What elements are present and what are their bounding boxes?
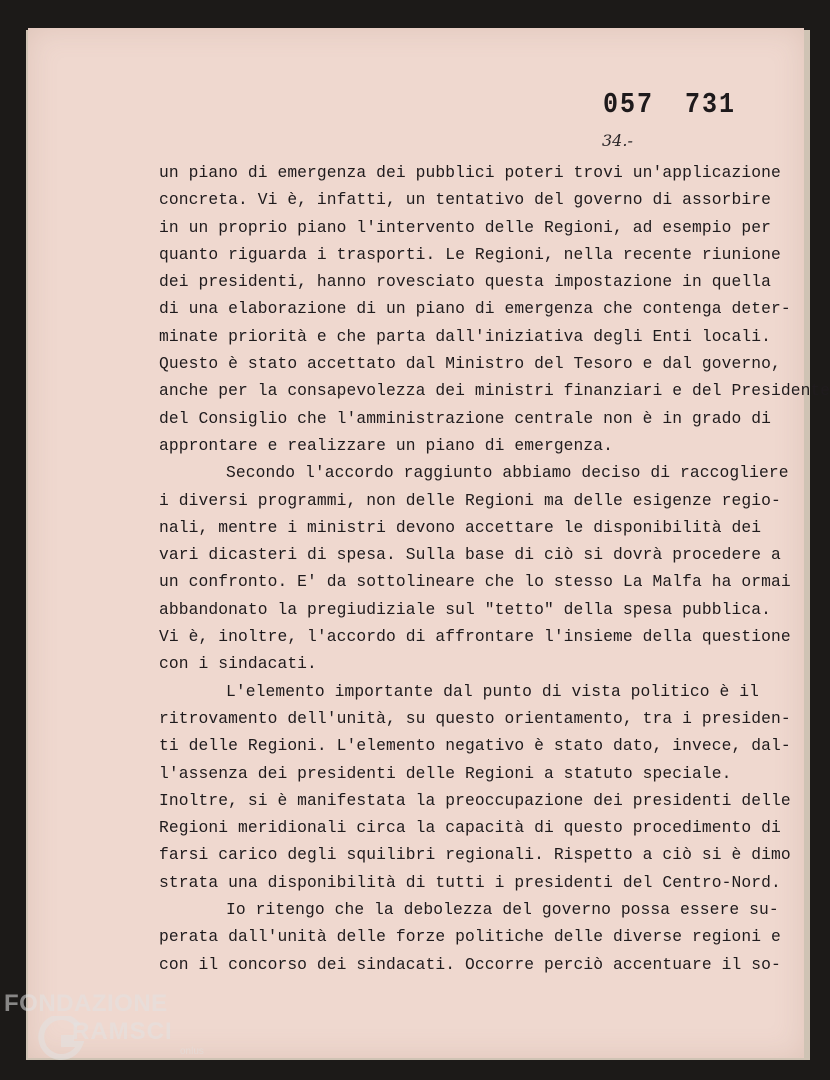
text-line: l'assenza dei presidenti delle Regioni a statuto speciale. <box>159 763 732 783</box>
text-line: L'elemento importante dal punto di vista politico è il <box>226 681 759 701</box>
text-line: un piano di emergenza dei pubblici poteri trovi un'applicazione <box>159 163 781 182</box>
text-line: nali, mentre i ministri devono accettare le disponibilità dei <box>159 517 762 537</box>
text-line: approntare e realizzare un piano di emergenza. <box>159 435 614 455</box>
logo-line-2: RAMSCI <box>72 1018 173 1045</box>
text-line: strata una disponibilità di tutti i presidenti del Centro-Nord. <box>159 872 781 892</box>
text-line: dei presidenti, hanno rovesciato questa impostazione in quella <box>159 272 771 292</box>
text-line: perata dall'unità delle forze politiche delle diverse regioni e <box>159 927 781 947</box>
text-line: farsi carico degli squilibri regionali. Rispetto a ciò si è dimo <box>159 845 791 865</box>
page-number: 34.- <box>602 131 633 150</box>
text-line: Vi è, inoltre, l'accordo di affrontare l'insieme della questione <box>159 627 791 647</box>
text-line: di una elaborazione di un piano di emergenza che contenga deter- <box>159 299 791 319</box>
body-text <box>159 159 830 978</box>
text-line: con i sindacati. <box>159 654 317 674</box>
text-line: quanto riguarda i trasporti. Le Regioni, nella recente riunione <box>159 244 781 264</box>
text-line: ritrovamento dell'unità, su questo orientamento, tra i presiden- <box>159 708 791 728</box>
archive-stamp: 057 731 <box>603 87 737 122</box>
text-line: Secondo l'accordo raggiunto abbiamo deciso di raccogliere <box>226 463 789 483</box>
text-line: con il concorso dei sindacati. Occorre perciò accentuare il so- <box>159 954 781 974</box>
text-line: un confronto. E' da sottolineare che lo stesso La Malfa ha ormai <box>159 572 791 592</box>
text-line: concreta. Vi è, infatti, un tentativo del governo di assorbire <box>159 190 771 210</box>
text-line: Regioni meridionali circa la capacità di questo procedimento di <box>159 818 781 838</box>
text-line: in un proprio piano l'intervento delle Regioni, ad esempio per <box>159 217 771 237</box>
text-line: Io ritengo che la debolezza del governo possa essere su- <box>226 900 779 920</box>
logo-subtitle: onlus <box>180 1046 204 1057</box>
text-line: vari dicasteri di spesa. Sulla base di ciò si dovrà procedere a <box>159 545 781 565</box>
logo-line-1: FONDAZIONE <box>4 990 168 1017</box>
text-line: anche per la consapevolezza dei ministri finanziari e del Presidente <box>159 381 830 401</box>
text-line: Inoltre, si è manifestata la preoccupazione dei presidenti delle <box>159 790 791 810</box>
text-line: i diversi programmi, non delle Regioni ma delle esigenze regio- <box>159 490 781 510</box>
text-line: Questo è stato accettato dal Ministro del Tesoro e dal governo, <box>159 354 781 374</box>
text-line: minate priorità e che parta dall'iniziativa degli Enti locali. <box>159 326 771 346</box>
text-line: abbandonato la pregiudiziale sul "tetto" della spesa pubblica. <box>159 599 771 619</box>
text-line: del Consiglio che l'amministrazione centrale non è in grado di <box>159 408 771 428</box>
text-line: ti delle Regioni. L'elemento negativo è stato dato, invece, dal- <box>159 736 791 756</box>
